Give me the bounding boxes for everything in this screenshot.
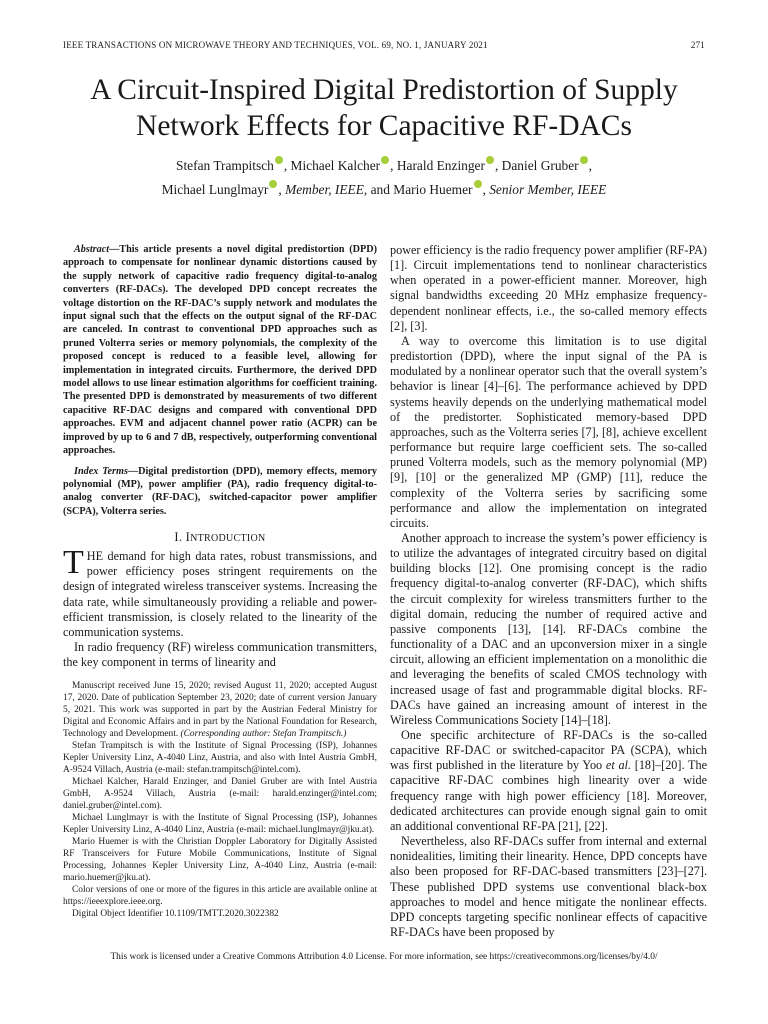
author-name: Stefan Trampitsch bbox=[176, 158, 274, 173]
author-list bbox=[40, 154, 728, 202]
separator: , bbox=[278, 182, 286, 197]
body-paragraph: power efficiency is the radio frequency power amplifier (RF-PA) [1]. Circuit implementations tend to nonlinear characteristics when operated in a power-efficient manner. Moreover, high signal bandwidths exceeding 20 MHz emphasize frequency-dependent nonlinear effects, i.e., the so-called memory effects [2], [3]. bbox=[390, 243, 707, 333]
author-name: Harald Enzinger bbox=[396, 158, 485, 173]
author-name: Michael Kalcher bbox=[290, 158, 381, 173]
orcid-icon[interactable] bbox=[486, 156, 494, 164]
orcid-icon[interactable] bbox=[580, 156, 588, 164]
license-footer: This work is licensed under a Creative Commons Attribution 4.0 License. For more information, see https://creativecommons.org/licenses/by/4.0/ bbox=[110, 952, 658, 962]
footnote-affiliation: Stefan Trampitsch is with the Institute of Signal Processing (ISP), Johannes Kepler University Linz, A-4040 Linz, Austria, and also with Intel Austria GmbH, A-9524 Villach, Austria (e-mail: stefan.trampitsch@intel.com). bbox=[63, 741, 377, 776]
authors-line-1 bbox=[40, 154, 728, 178]
footnote-text: Manuscript received June 15, 2020; revised August 11, 2020; accepted August 17, 2020. Date of publication September 23, 2020; date of current version January 5, 2021. This work was supported in part by the Austrian Federal Ministry for Digital and Economic Affairs and in part by the National Foundation for Research, Technology and Development. bbox=[63, 681, 377, 740]
footnote-affiliation: Mario Huemer is with the Christian Doppler Laboratory for Digitally Assisted RF Transceivers for Future Mobile Communications, Institute of Signal Processing, Johannes Kepler University Linz, A-4040 Linz, Austria (e-mail: mario.huemer@jku.at). bbox=[63, 837, 377, 884]
authors-line-2 bbox=[40, 178, 728, 202]
section-initial: I bbox=[185, 530, 191, 545]
dash: — bbox=[127, 465, 139, 477]
author-name: Daniel Gruber bbox=[501, 158, 579, 173]
author-role: Member, IEEE bbox=[285, 182, 364, 197]
body-paragraph bbox=[390, 728, 707, 834]
dash: — bbox=[109, 244, 120, 255]
footnote-color-versions: Color versions of one or more of the figures in this article are available online at https://ieeexplore.ieee.org. bbox=[63, 885, 377, 908]
orcid-icon[interactable] bbox=[474, 180, 482, 188]
separator: , bbox=[283, 158, 291, 173]
et-al: et al. bbox=[605, 758, 631, 773]
separator: , and bbox=[363, 182, 394, 197]
orcid-icon[interactable] bbox=[381, 156, 389, 164]
separator: , bbox=[390, 158, 397, 173]
intro-paragraph-1 bbox=[63, 544, 377, 640]
footnotes bbox=[63, 680, 377, 920]
section-title-rest: NTRODUCTION bbox=[190, 533, 266, 545]
title-line-1: A Circuit-Inspired Digital Predistortion of Supply bbox=[90, 74, 678, 106]
section-numeral: I. bbox=[174, 530, 186, 545]
separator: , bbox=[494, 158, 502, 173]
abstract bbox=[63, 243, 377, 458]
separator: , bbox=[588, 158, 592, 173]
author-name: Michael Lunglmayr bbox=[161, 182, 269, 197]
author-name: Mario Huemer bbox=[393, 182, 473, 197]
drop-cap: T bbox=[63, 544, 84, 582]
paragraph-text: One specific architecture of RF-DACs is the so-called capacitive RF-DAC or switched-capacitor PA (SCPA), which was first published in the literature by Yoo bbox=[390, 728, 707, 773]
body-paragraph: Nevertheless, also RF-DACs suffer from internal and external nonidealities, limiting their linearity. Hence, DPD concepts have also been proposed for RF-DAC-based transmitters [23]–[27]. These published DPD systems use conventional black-box approaches to model and hence mitigate the nonlinear effects. DPD concepts targeting specific nonlinear effects of capacitive RF-DACs have been proposed by bbox=[390, 834, 707, 940]
body-paragraph: Another approach to increase the system’s power efficiency is to utilize the advantages of integrated circuitry based on digital building blocks [12]. One promising concept is the radio frequency digital-to-analog converter (RF-DAC), which shifts the circuit complexity for wireless transmitters further to the digital domain, reducing the number of required active and passive components [13], [14]. RF-DACs combine the functionality of a DAC and an upconversion mixer in a single circuit, allowing an efficient implementation on a monolithic die and leveraging the benefits of scaled CMOS technology with increased usage of fast and programmable digital blocks. RF-DACs have gained an increasing amount of interest in the Wireless Communications Society [14]–[18]. bbox=[390, 530, 707, 727]
orcid-icon[interactable] bbox=[275, 156, 283, 164]
body-paragraph: A way to overcome this limitation is to use digital predistortion (DPD), where the input signal of the PA is modulated by a nonlinear operator such that the overall system’s behavior is linear [4]–[6]. The performance achieved by DPD systems heavily depends on the underlying mathematical model of the predistorter. Sophisticated memory-based DPD approaches, such as the Volterra series [7], [8], achieve excellent performance but require large coefficient sets. The so-called pruned Volterra models, such as the memory polynomial (MP) [9], [10] or the generalized MP (GMP) [11], reduce the complexity of the Volterra series by sacrificing some performance and allow the implementation on integrated circuits. bbox=[390, 333, 707, 530]
intro-paragraph-2: In radio frequency (RF) wireless communication transmitters, the key component in terms of linearity and bbox=[63, 640, 377, 670]
index-terms-text: Digital predistortion (DPD), memory effects, memory polynomial (MP), power amplifier (PA), radio frequency digital-to-analog converter (RF-DAC), switched-capacitor power amplifier (SCPA), Volterra series. bbox=[63, 465, 377, 517]
footnote-doi: Digital Object Identifier 10.1109/TMTT.2020.3022382 bbox=[72, 909, 279, 920]
section-heading-introduction bbox=[63, 530, 377, 545]
author-role: Senior Member, IEEE bbox=[489, 182, 607, 197]
orcid-icon[interactable] bbox=[269, 180, 277, 188]
footnote-manuscript bbox=[63, 680, 377, 740]
page-number: 271 bbox=[690, 40, 705, 50]
corresponding-author: (Corresponding author: Stefan Trampitsch.) bbox=[180, 729, 347, 740]
index-terms-label: Index Terms bbox=[74, 465, 128, 477]
index-terms bbox=[63, 465, 377, 519]
paper-title bbox=[40, 72, 728, 144]
paragraph-text: [18]–[20]. The capacitive RF-DAC combines high linearity over a wide frequency range with high power efficiency [18]. Moreover, dedicated architectures can provide enough signal gain to omit an additional conventional RF-PA [21], [22]. bbox=[390, 758, 707, 833]
paragraph-text: HE demand for high data rates, robust transmissions, and power efficiency poses stringent requirements on the design of integrated wireless transceiver systems. Increasing the data rate, while simultaneously providing a reliable and power-efficient transmission, is closely related to the linearity of the communication systems. bbox=[63, 549, 377, 639]
footnote-affiliation: Michael Kalcher, Harald Enzinger, and Daniel Gruber are with Intel Austria GmbH, A-9524 Villach, Austria (e-mail: harald.enzinger@intel.com; daniel.gruber@intel.com). bbox=[63, 777, 377, 812]
left-column bbox=[63, 243, 377, 920]
footnote-affiliation: Michael Lunglmayr is with the Institute of Signal Processing (ISP), Johannes Kepler University Linz, A-4040 Linz, Austria (e-mail: michael.lunglmayr@jku.at). bbox=[63, 813, 377, 836]
abstract-label: Abstract bbox=[74, 244, 110, 255]
abstract-text: This article presents a novel digital predistortion (DPD) approach to compensate for nonlinear dynamic distortions caused by the supply network of capacitive radio frequency digital-to-analog converters (RF-DACs). The developed DPD concept recreates the voltage distortion on the RF-DAC’s supply network and modulates the input signal such that the effects on the output signal of the RF-DAC are canceled. In contrast to conventional DPD approaches such as pruned Volterra series or memory polynomials, the complexity of the proposed concept is reduced to a feasible level, allowing for implementation in integrated circuits. Furthermore, the derived DPD model allows to use linear estimation algorithms for coefficient training. The presented DPD is demonstrated by measurements of two different capacitive RF-DAC designs and compared with conventional DPD approaches. EVM and adjacent channel power ratio (ACPR) can be improved by up to 6 and 7 dB, respectively, outperforming conventional approaches. bbox=[63, 244, 377, 457]
title-line-2: Network Effects for Capacitive RF-DACs bbox=[136, 110, 632, 142]
separator: , bbox=[482, 182, 490, 197]
right-column bbox=[390, 243, 707, 940]
journal-name: IEEE TRANSACTIONS ON MICROWAVE THEORY AND TECHNIQUES, VOL. 69, NO. 1, JANUARY 2021 bbox=[63, 40, 488, 50]
